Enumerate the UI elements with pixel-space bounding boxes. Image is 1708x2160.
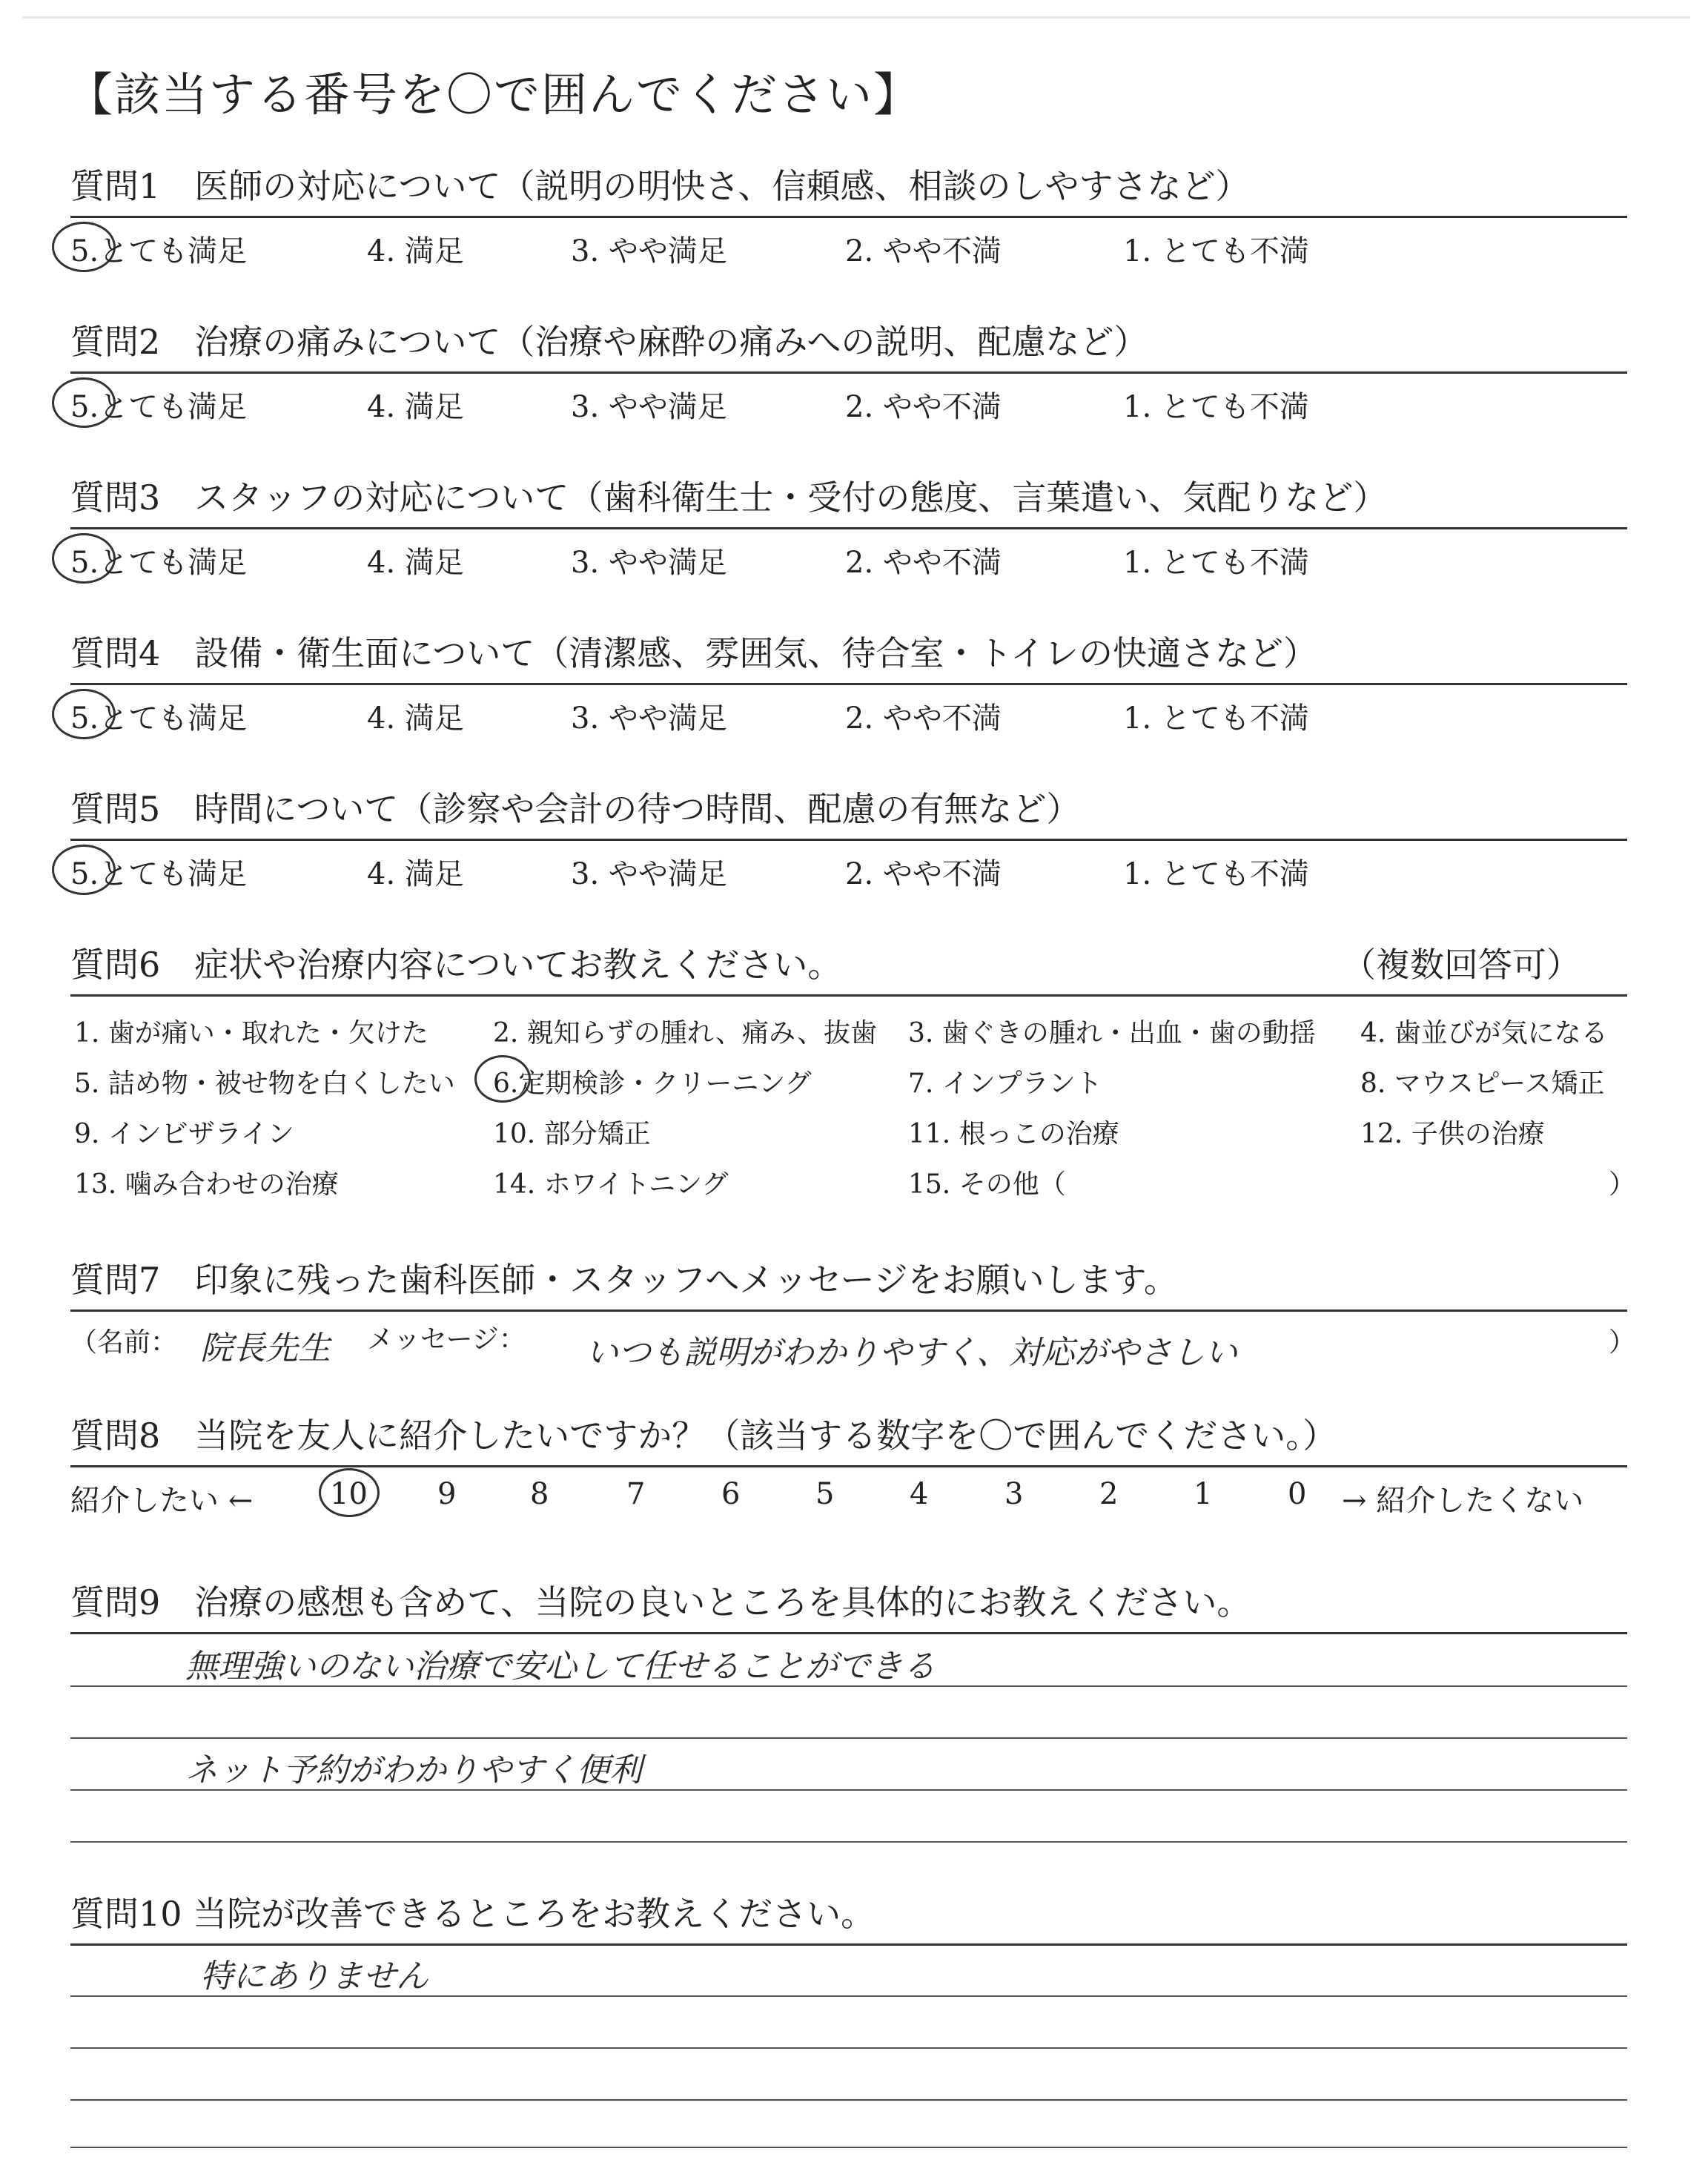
symptom-option-10[interactable]: 10. 部分矯正: [493, 1119, 651, 1149]
recommend-left-label: 紹介したい ←: [70, 1484, 254, 1518]
multiple-answer-note: （複数回答可）: [1342, 945, 1580, 985]
writing-line: [70, 2147, 1627, 2148]
scale-7[interactable]: 7: [626, 1477, 646, 1511]
symptom-option-1[interactable]: 1. 歯が痛い・取れた・欠けた: [74, 1018, 428, 1048]
rating-option-1[interactable]: 1. とても不満: [1123, 546, 1309, 580]
symptom-option-14[interactable]: 14. ホワイトニング: [493, 1169, 729, 1200]
question-title: 質問2 治療の痛みについて（治療や麻酔の痛みへの説明、配慮など）: [70, 322, 1148, 362]
message-value[interactable]: いつも説明がわかりやすく、対応がやさしい: [586, 1334, 1238, 1372]
symptom-option-3[interactable]: 3. 歯ぐきの腫れ・出血・歯の動揺: [908, 1018, 1316, 1048]
scale-6[interactable]: 6: [721, 1477, 741, 1511]
symptom-option-13[interactable]: 13. 噛み合わせの治療: [74, 1169, 339, 1200]
question-rule: [70, 371, 1627, 374]
scale-9[interactable]: 9: [437, 1477, 457, 1511]
scale-3[interactable]: 3: [1004, 1477, 1024, 1511]
writing-line: [70, 1995, 1627, 1997]
rating-option-4[interactable]: 4. 満足: [367, 390, 464, 424]
scale-10[interactable]: 10: [330, 1477, 368, 1511]
writing-line: [70, 1841, 1627, 1843]
question-title: 質問10 当院が改善できるところをお教えください。: [70, 1894, 875, 1934]
rating-option-4[interactable]: 4. 満足: [367, 546, 464, 580]
rating-option-2[interactable]: 2. やや不満: [845, 234, 1002, 268]
scale-0[interactable]: 0: [1288, 1477, 1307, 1511]
rating-option-3[interactable]: 3. やや満足: [571, 390, 727, 424]
rating-option-3[interactable]: 3. やや満足: [571, 701, 727, 736]
question-rule: [70, 1465, 1627, 1467]
answer-line-1[interactable]: 特にありません: [200, 1958, 428, 1995]
question-rule: [70, 994, 1627, 997]
scale-8[interactable]: 8: [530, 1477, 549, 1511]
writing-line: [70, 2099, 1627, 2101]
rating-option-4[interactable]: 4. 満足: [367, 701, 464, 736]
top-border: [22, 16, 1690, 19]
symptom-option-2[interactable]: 2. 親知らずの腫れ、痛み、抜歯: [493, 1018, 878, 1048]
rating-option-3[interactable]: 3. やや満足: [571, 234, 727, 268]
writing-line: [70, 1789, 1627, 1791]
question-rule: [70, 839, 1627, 841]
scale-4[interactable]: 4: [910, 1477, 929, 1511]
question-title: 質問4 設備・衛生面について（清潔感、雰囲気、待合室・トイレの快適さなど）: [70, 633, 1318, 673]
rating-option-5[interactable]: 5.とても満足: [70, 701, 248, 736]
name-value[interactable]: 院長先生: [200, 1330, 331, 1367]
symptom-option-8[interactable]: 8. マウスピース矯正: [1360, 1069, 1605, 1099]
question-title: 質問3 スタッフの対応について（歯科衛生士・受付の態度、言葉遣い、気配りなど）: [70, 478, 1388, 518]
rating-option-2[interactable]: 2. やや不満: [845, 390, 1002, 424]
rating-option-2[interactable]: 2. やや不満: [845, 546, 1002, 580]
question-title: 質問1 医師の対応について（説明の明快さ、信頼感、相談のしやすさなど）: [70, 166, 1250, 206]
name-label: （名前：: [70, 1327, 178, 1358]
rating-option-1[interactable]: 1. とても不満: [1123, 857, 1309, 891]
rating-option-1[interactable]: 1. とても不満: [1123, 234, 1309, 268]
writing-line: [70, 1685, 1627, 1687]
other-close-paren: ）: [1609, 1169, 1636, 1200]
question-title: 質問5 時間について（診察や会計の待つ時間、配慮の有無など）: [70, 789, 1081, 829]
question-rule: [70, 1943, 1627, 1946]
question-title: 質問9 治療の感想も含めて、当院の良いところを具体的にお教えください。: [70, 1582, 1251, 1622]
rating-option-1[interactable]: 1. とても不満: [1123, 701, 1309, 736]
answer-line-2[interactable]: ネット予約がわかりやすく便利: [185, 1751, 642, 1789]
rating-option-2[interactable]: 2. やや不満: [845, 701, 1002, 736]
symptom-option-15[interactable]: 15. その他（: [908, 1169, 1066, 1200]
page-heading: 【該当する番号を〇で囲んでください】: [67, 67, 921, 122]
answer-line-1[interactable]: 無理強いのない治療で安心して任せることができる: [185, 1648, 936, 1685]
writing-line: [70, 2047, 1627, 2049]
symptom-option-7[interactable]: 7. インプラント: [908, 1069, 1102, 1099]
writing-line: [70, 1737, 1627, 1739]
symptom-option-4[interactable]: 4. 歯並びが気になる: [1360, 1018, 1608, 1048]
question-rule: [70, 527, 1627, 529]
symptom-option-12[interactable]: 12. 子供の治療: [1360, 1119, 1545, 1149]
question-title: 質問6 症状や治療内容についてお教えください。: [70, 945, 842, 985]
rating-option-5[interactable]: 5.とても満足: [70, 234, 248, 268]
rating-option-5[interactable]: 5.とても満足: [70, 857, 248, 891]
question-rule: [70, 1309, 1627, 1312]
rating-option-5[interactable]: 5.とても満足: [70, 546, 248, 580]
symptom-option-6[interactable]: 6.定期検診・クリーニング: [493, 1069, 812, 1099]
question-rule: [70, 216, 1627, 218]
symptom-option-11[interactable]: 11. 根っこの治療: [908, 1119, 1119, 1149]
scale-1[interactable]: 1: [1194, 1477, 1213, 1511]
recommend-right-label: → 紹介したくない: [1342, 1484, 1584, 1518]
rating-option-5[interactable]: 5.とても満足: [70, 390, 248, 424]
message-close-paren: ）: [1609, 1327, 1636, 1358]
rating-option-4[interactable]: 4. 満足: [367, 857, 464, 891]
question-rule: [70, 1632, 1627, 1634]
rating-option-3[interactable]: 3. やや満足: [571, 857, 727, 891]
symptom-option-9[interactable]: 9. インビザライン: [74, 1119, 294, 1149]
rating-option-1[interactable]: 1. とても不満: [1123, 390, 1309, 424]
question-rule: [70, 683, 1627, 685]
rating-option-2[interactable]: 2. やや不満: [845, 857, 1002, 891]
rating-option-4[interactable]: 4. 満足: [367, 234, 464, 268]
question-title: 質問8 当院を友人に紹介したいですか？（該当する数字を〇で囲んでください。）: [70, 1416, 1337, 1456]
scale-2[interactable]: 2: [1099, 1477, 1119, 1511]
question-title: 質問7 印象に残った歯科医師・スタッフへメッセージをお願いします。: [70, 1260, 1178, 1300]
message-label: メッセージ：: [367, 1324, 526, 1355]
rating-option-3[interactable]: 3. やや満足: [571, 546, 727, 580]
symptom-option-5[interactable]: 5. 詰め物・被せ物を白くしたい: [74, 1069, 455, 1099]
scale-5[interactable]: 5: [815, 1477, 835, 1511]
